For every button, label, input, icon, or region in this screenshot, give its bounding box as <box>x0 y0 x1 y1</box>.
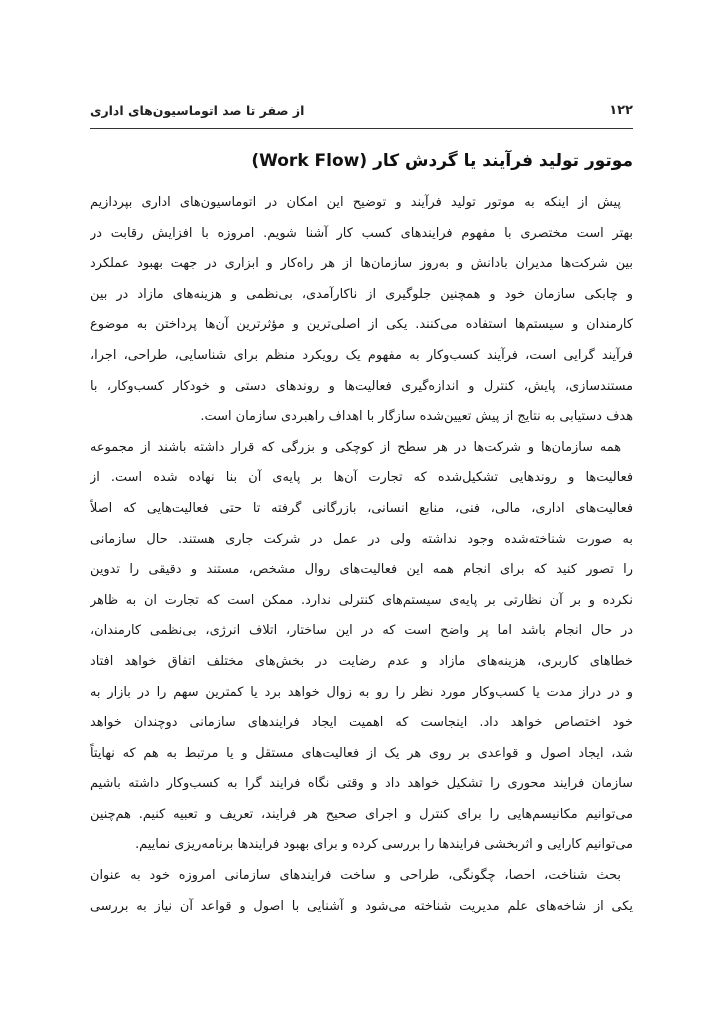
text-line: هدف دستیابی به نتایج از پیش تعیین‌شده سازگار با اهداف راهبردی سازمان است. <box>200 409 633 425</box>
text-line: سازمان فرایند محوری را تشکیل خواهد داد و وقتی نگاه فرایند گرا به کسب‌وکار داشته باشیم <box>90 776 633 792</box>
text-line: بحث شناخت، احصا، چگونگی، طراحی و ساخت فرایندهای سازمانی امروزه خود به عنوان <box>90 868 621 884</box>
text-line: در حال انجام باشد اما پر واضح است که در این ساختار، اتلاف انرژی، بی‌نظمی کارمندان، <box>90 623 633 639</box>
text-line: بین شرکت‌ها مدیران بادانش و به‌روز سازمان‌ها از هر راه‌کار و ابزاری در جهت بهبود عملکرد <box>90 256 633 272</box>
text-line: نکرده و بر آن نظارتی بر پایه‌ی سیستم‌های کنترلی ندارد. ممکن است که تجارت ان به ظاهر <box>90 592 633 608</box>
text-line: یکی از شاخه‌های علم مدیریت شناخته می‌شود و آشنایی با اصول و قواعد آن نیاز به بررسی <box>90 898 633 914</box>
page-number: ۱۲۲ <box>609 102 633 118</box>
text-line: و چابکی سازمان خود و همچنین جلوگیری از ناکارآمدی، بی‌نظمی و هزینه‌های مازاد در بین <box>90 286 633 302</box>
text-line: خود اختصاص خواهد داد. اینجاست که اهمیت ایجاد فرایندهای سازمانی دوچندان خواهد <box>90 715 633 731</box>
section-title: موتور تولید فرآیند یا گردش کار (Work Flow) <box>251 151 633 171</box>
text-line: شد، ایجاد اصول و قواعدی بر روی هر یک از فعالیت‌های مستقل و یا مرتبط به هم که نهایتاً <box>90 745 633 761</box>
header-divider <box>90 128 633 129</box>
text-line: خطاهای کاربری، هزینه‌های مازاد و عدم رضایت در بخش‌های مختلف اتفاق خواهد افتاد <box>90 653 633 669</box>
text-line: مستندسازی، پایش، کنترل و اندازه‌گیری فعالیت‌ها و روندهای دستی و خودکار کسب‌وکار، با <box>90 378 633 394</box>
body-text <box>90 188 633 922</box>
text-line: همه سازمان‌ها و شرکت‌ها در هر سطح از کوچکی و بزرگی که قرار داشته باشند از مجموعه <box>90 439 621 455</box>
text-line: به صورت شناخته‌شده وجود نداشته ولی در عمل در شرکت جاری هستند. حال سازمانی <box>90 531 633 547</box>
page-header <box>90 96 633 124</box>
text-line: می‌توانیم کارایی و اثربخشی فرایندها را بررسی کرده و برای بهبود فرایندها برنامه‌ریزی نماییم. <box>135 837 633 853</box>
text-line: بهتر است مختصری با مفهوم فرایندهای کسب کار آشنا شویم. امروزه با افزایش رقابت در <box>90 225 633 241</box>
text-line: کارمندان و سیستم‌ها استفاده می‌کنند. یکی از اصلی‌ترین و مؤثرترین آن‌ها پرداختن به موضوع <box>90 317 633 333</box>
running-head: از صفر تا صد اتوماسیون‌های اداری <box>90 102 305 118</box>
text-line: می‌توانیم مکانیسم‌هایی را برای کنترل و اجرای صحیح هر فرایند، تعریف و تعبیه کنیم. هم‌چنین <box>90 806 633 822</box>
text-line: را تصور کنید که برای انجام همه این فعالیت‌های روال مشخص، مستند و دقیقی را تدوین <box>90 562 633 578</box>
text-line: و در دراز مدت یا کسب‌وکار مورد نظر را رو به زوال خواهد برد یا کمترین سهم را در بازار به <box>90 684 633 700</box>
text-line: فعالیت‌ها و روندهایی تشکیل‌شده که تجارت آن‌ها بر پایه‌ی آن بنا نهاده شده است. از <box>90 470 633 486</box>
text-line: فرآیند گرایی است، فرآیند کسب‌وکار به مفهوم یک رویکرد منظم برای شناسایی، طراحی، اجرا، <box>90 347 633 363</box>
text-line: فعالیت‌های اداری، مالی، فنی، منابع انسانی، بازرگانی گرفته تا حتی فعالیت‌هایی که اصلاً <box>90 500 633 516</box>
text-line: پیش از اینکه به موتور تولید فرآیند و توضیح این امکان در اتوماسیون‌های اداری بپردازیم <box>90 195 621 210</box>
